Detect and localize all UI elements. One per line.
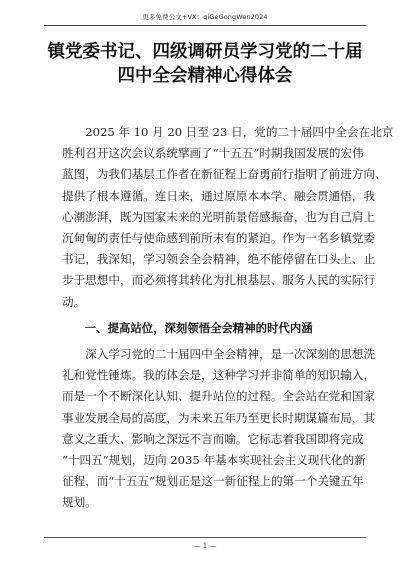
paragraph-line: 蓝图，为我们基层工作者在新征程上奋勇前行指明了前进方向、	[62, 167, 387, 182]
paragraph-line: 书记，我深知，学习领会全会精神，绝不能停留在口头上、止	[62, 252, 376, 267]
paragraph-intro	[62, 122, 394, 313]
paragraph-line: 沉甸甸的责任与使命感到前所未有的紧迫。作为一名乡镇党委	[62, 231, 376, 246]
paragraph-line: 深入学习党的二十届四中全会精神，是一次深刻的思想洗	[62, 347, 376, 361]
paragraph-line: 征程，而“十五五”规划正是这一新征程上的第一个关键五年	[62, 474, 364, 489]
title-line: 镇党委书记、四级调研员学习党的二十届	[47, 42, 363, 62]
paragraph-line: 提供了根本遵循。连日来，通过原原本本学、融会贯通悟，我	[62, 188, 376, 203]
paragraph-line: 而是一个不断深化认知、提升站位的过程。全会站在党和国家	[62, 389, 376, 404]
paragraph-line: 规划。	[62, 495, 97, 510]
paragraph-line: 胜利召开这次会议系统擘画了“十五五”时期我国发展的宏伟	[62, 146, 364, 161]
paragraph-section-one	[62, 344, 376, 514]
paragraph-line: 步于思想中，而必须将其转化为扎根基层、服务人民的实际行	[62, 273, 376, 288]
page-number: — 1 —	[193, 542, 217, 550]
paragraph-line: 心潮澎湃，既为国家未来的光明前景倍感振奋，也为自己肩上	[62, 209, 376, 224]
paragraph-line: “十四五”规划，迈向 2035 年基本实现社会主义现代化的新	[62, 453, 366, 468]
paragraph-line: 2025 年 10 月 20 日至 23 日，党的二十届四中全会在北京	[62, 125, 394, 139]
paragraph-line: 动。	[62, 294, 86, 309]
paragraph-line: 事业发展全局的高度，为未来五年乃至更长时期谋篇布局，其	[62, 410, 376, 425]
section-heading: 一、提高站位，深刻领悟全会精神的时代内涵	[62, 321, 313, 335]
document-title	[40, 40, 370, 88]
header-note: 更多免费公文+VX：qiGeGongWen2024	[142, 13, 268, 21]
title-line: 四中全会精神心得体会	[117, 66, 293, 86]
header-divider	[44, 25, 366, 26]
paragraph-line: 意义之重大、影响之深远不言而喻。它标志着我国即将完成	[62, 431, 364, 446]
footer-divider	[44, 537, 366, 538]
paragraph-line: 礼和党性锤炼。我的体会是，这种学习并非简单的知识输入，	[62, 368, 376, 383]
